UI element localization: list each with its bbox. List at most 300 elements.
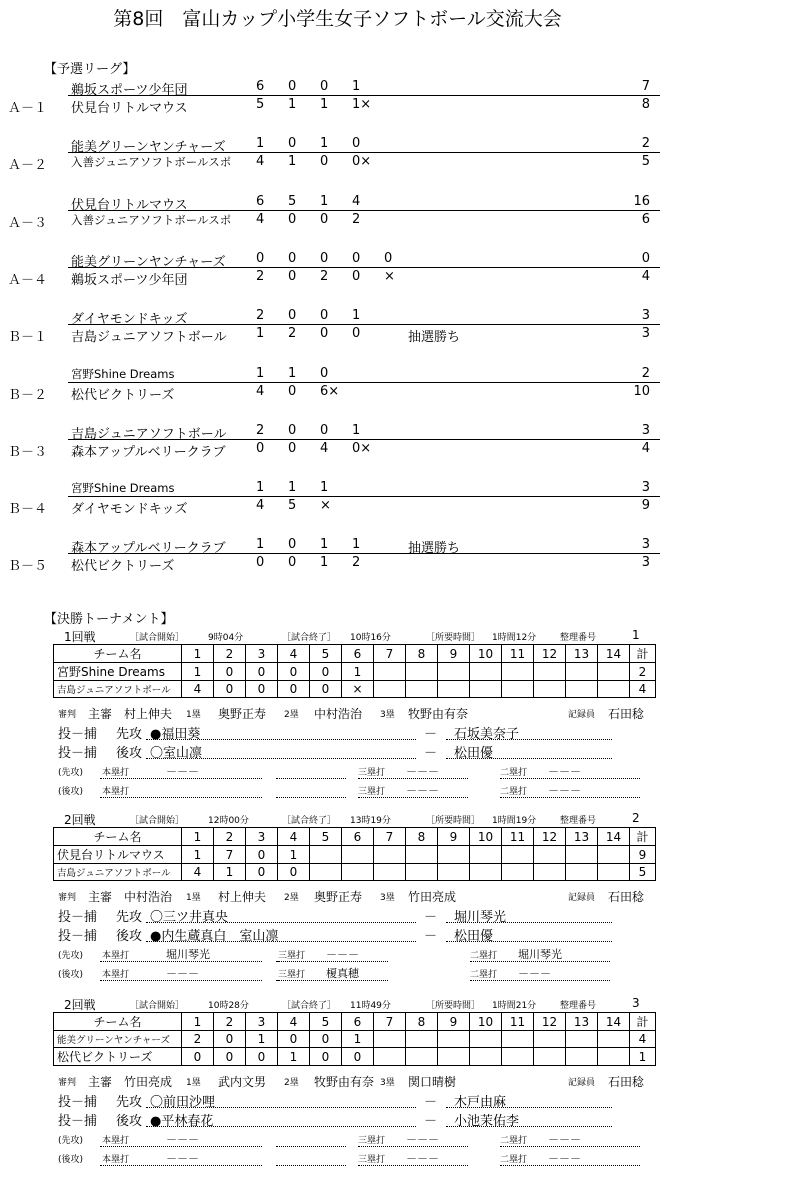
team-name: 吉島ジュニアソフトボール	[71, 426, 227, 442]
inning-header: 1	[182, 645, 214, 663]
inning-score: 0	[288, 422, 297, 438]
inning-header: 2	[214, 1013, 246, 1031]
inning-score: 1	[182, 846, 214, 864]
inning-score: 0	[310, 1048, 342, 1066]
inning-score: 1	[320, 97, 329, 112]
umpire-label: 審判	[58, 710, 77, 720]
batting-order: 先攻	[116, 1095, 143, 1110]
inning-score	[342, 864, 374, 881]
home-run-label: 本塁打	[102, 1155, 130, 1165]
inning-score: 0	[288, 79, 297, 94]
team-name: 吉島ジュニアソフトボール	[71, 330, 227, 346]
row-underline	[630, 324, 660, 325]
team-row	[54, 1048, 656, 1066]
battery-underline	[446, 922, 612, 923]
inning-header: 12	[534, 645, 566, 663]
team-total: 4	[630, 681, 656, 698]
triple: －－－	[326, 948, 359, 961]
inning-score: 0	[246, 663, 278, 681]
inning-score: 2	[182, 1031, 214, 1048]
inning-header: 7	[374, 1013, 406, 1031]
team-name: 鵜坂スポーツ少年団	[71, 83, 188, 98]
inning-header: 4	[278, 1013, 310, 1031]
double-label: 二塁打	[500, 787, 528, 797]
hits-underline	[278, 961, 388, 962]
inning-score: 0	[320, 422, 329, 438]
inning-header: 11	[502, 828, 534, 846]
battery-underline	[446, 739, 612, 740]
team-name: 能美グリーンヤンチャーズ	[71, 254, 226, 270]
hits-underline	[100, 961, 262, 962]
inning-score: 5	[288, 193, 297, 209]
inning-header: 4	[278, 645, 310, 663]
inning-score: 0	[288, 537, 297, 553]
prelim-heading: 【予選リーグ】	[44, 62, 136, 77]
base1-label: 1塁	[186, 710, 201, 720]
team-total: 9	[630, 846, 656, 864]
hits-underline	[276, 1165, 346, 1166]
team-header: チーム名	[54, 1013, 182, 1031]
inning-score: 1	[278, 846, 310, 864]
triple: －－－	[406, 784, 439, 797]
end-time: 11時49分	[350, 1001, 391, 1011]
score-table	[53, 827, 656, 881]
inning-header: 5	[310, 645, 342, 663]
end-label: ［試合終了］	[282, 1001, 337, 1011]
recorder-label: 記録員	[568, 710, 596, 720]
catcher: 松田優	[454, 746, 494, 761]
side-label: (後攻)	[58, 1155, 84, 1165]
inning-score: 0	[320, 154, 329, 170]
inning-header: 6	[342, 645, 374, 663]
inning-score: 0	[246, 846, 278, 864]
duration-value: 1時間19分	[492, 816, 537, 826]
total-header: 計	[630, 828, 656, 846]
row-underline	[68, 267, 630, 268]
inning-header: 11	[502, 645, 534, 663]
team-name: 吉島ジュニアソフトボール	[54, 864, 182, 881]
end-label: ［試合終了］	[282, 816, 337, 826]
base2-label: 2塁	[284, 1078, 299, 1088]
inning-score: ×	[384, 268, 395, 284]
inning-score	[374, 1031, 406, 1048]
duration-label: ［所要時間］	[426, 1001, 481, 1011]
pitcher: ●平林春花	[150, 1114, 214, 1129]
inning-score: ×	[342, 681, 374, 698]
inning-score: 0	[342, 1048, 374, 1066]
match-label: Ｂ－１	[8, 330, 48, 346]
inning-header: 12	[534, 1013, 566, 1031]
recorder-label: 記録員	[568, 1078, 596, 1088]
round-label: 2回戦	[64, 998, 96, 1012]
inning-score	[438, 846, 470, 864]
inning-score: 1	[288, 97, 297, 112]
inning-score	[534, 663, 566, 681]
inning-score: 0	[278, 681, 310, 698]
dash: －	[424, 1114, 438, 1129]
inning-score: 1	[320, 537, 329, 553]
inning-score	[534, 846, 566, 864]
inning-score	[502, 846, 534, 864]
base1-label: 1塁	[186, 893, 201, 903]
inning-score: 1	[182, 663, 214, 681]
inning-score	[534, 681, 566, 698]
home-run: －－－	[166, 1152, 199, 1165]
team-total: 4	[630, 1031, 656, 1048]
inning-header: 2	[214, 828, 246, 846]
inning-header: 13	[566, 1013, 598, 1031]
inning-score: 1	[320, 136, 329, 152]
battery-label: 投－捕	[58, 929, 98, 944]
inning-header: 4	[278, 828, 310, 846]
row-underline	[630, 553, 660, 554]
inning-score	[566, 1048, 598, 1066]
inning-score: 0	[256, 250, 265, 266]
battery-underline	[146, 758, 416, 759]
inning-score: 1	[342, 1031, 374, 1048]
inning-score: 0	[288, 383, 297, 399]
inning-score: 4	[256, 211, 265, 227]
inning-header: 2	[214, 645, 246, 663]
team-name: 伏見台リトルマウス	[71, 197, 188, 213]
inning-score	[374, 864, 406, 881]
side-label: (先攻)	[58, 768, 84, 778]
inning-header: 8	[406, 1013, 438, 1031]
inning-score: 0	[288, 440, 297, 456]
base3-label: 3塁	[380, 893, 395, 903]
inning-header: 10	[470, 645, 502, 663]
inning-score: 0	[256, 555, 265, 571]
inning-score: 1	[352, 308, 361, 324]
inning-header: 3	[246, 828, 278, 846]
inning-score: 0	[214, 1048, 246, 1066]
end-time: 10時16分	[350, 633, 391, 643]
team-row	[54, 681, 656, 698]
chief-umpire: 竹田亮成	[124, 1075, 173, 1089]
row-underline	[630, 439, 660, 440]
round-label: 1回戦	[64, 630, 96, 644]
batting-order: 先攻	[116, 910, 143, 925]
inning-score: 0	[278, 1031, 310, 1048]
inning-header: 8	[406, 828, 438, 846]
inning-score: 6	[256, 79, 265, 94]
hits-underline	[500, 1146, 640, 1147]
row-underline	[68, 95, 630, 96]
battery-label: 投－捕	[58, 746, 98, 761]
battery-underline	[146, 1107, 416, 1108]
battery-underline	[446, 1126, 612, 1127]
inning-header: 1	[182, 1013, 214, 1031]
inning-score: 1	[256, 365, 265, 381]
end-label: ［試合終了］	[282, 633, 337, 643]
inning-score: 0×	[352, 440, 372, 456]
inning-score: 2	[352, 211, 361, 227]
inning-score	[502, 1031, 534, 1048]
team-header: チーム名	[54, 645, 182, 663]
inning-score: 4	[256, 383, 265, 399]
base1-label: 1塁	[186, 1078, 201, 1088]
triple-label: 三塁打	[278, 970, 306, 980]
catcher: 木戸由麻	[454, 1095, 507, 1110]
inning-score: 0×	[352, 154, 372, 170]
hits-underline	[358, 1146, 468, 1147]
hits-underline	[276, 1146, 346, 1147]
team-name: 宮野Shine Dreams	[54, 663, 182, 681]
recorder: 石田稔	[608, 1075, 645, 1089]
match-label: Ａ－１	[8, 101, 48, 116]
inning-score	[534, 1031, 566, 1048]
home-run: －－－	[166, 765, 199, 778]
umpire-label: 審判	[58, 1078, 77, 1088]
inning-score: 0	[320, 250, 329, 266]
team-total: 5	[641, 154, 650, 170]
base3-label: 3塁	[380, 710, 395, 720]
inning-score	[374, 663, 406, 681]
team-name: 伏見台リトルマウス	[54, 846, 182, 864]
side-label: (先攻)	[58, 1136, 84, 1146]
hits-underline	[358, 778, 468, 779]
inning-score: 1	[256, 326, 265, 342]
umpire-label: 審判	[58, 893, 77, 903]
inning-header: 11	[502, 1013, 534, 1031]
team-total: 2	[641, 136, 650, 152]
team-name: 能美グリーンヤンチャーズ	[54, 1031, 182, 1048]
inning-score	[534, 1048, 566, 1066]
inning-score: 0	[246, 681, 278, 698]
game-no-label: 整理番号	[560, 1001, 597, 1011]
base2-label: 2塁	[284, 710, 299, 720]
inning-header: 14	[598, 828, 630, 846]
inning-score	[310, 864, 342, 881]
inning-score: 2	[320, 268, 329, 284]
inning-score: 4	[182, 864, 214, 881]
home-run-label: 本塁打	[102, 1136, 130, 1146]
catcher: 小池茉佑李	[454, 1114, 520, 1129]
total-header: 計	[630, 645, 656, 663]
match-label: Ａ－３	[8, 215, 48, 231]
team-name: 宮野Shine Dreams	[71, 481, 175, 496]
inning-score	[502, 1048, 534, 1066]
round-label: 2回戦	[64, 813, 96, 827]
triple-label: 三塁打	[358, 768, 386, 778]
inning-score: 1	[278, 1048, 310, 1066]
inning-score: 1	[320, 193, 329, 209]
inning-score: 0	[214, 681, 246, 698]
hits-underline	[500, 797, 640, 798]
inning-score: 0	[278, 864, 310, 881]
row-underline	[630, 152, 660, 153]
duration-value: 1時間12分	[492, 633, 537, 643]
battery-underline	[146, 1126, 416, 1127]
inning-score: 4	[182, 681, 214, 698]
inning-score: 0	[288, 250, 297, 266]
inning-score: 1	[288, 365, 297, 381]
inning-score	[374, 846, 406, 864]
inning-header: 9	[438, 645, 470, 663]
inning-score: 0	[288, 555, 297, 571]
inning-score	[470, 846, 502, 864]
inning-header: 1	[182, 828, 214, 846]
inning-score: 0	[288, 308, 297, 324]
hits-underline	[470, 980, 610, 981]
inning-score: 7	[214, 846, 246, 864]
chief-label: 主審	[88, 1075, 113, 1089]
team-name: 入善ジュニアソフトボールスポ	[71, 155, 232, 170]
triple-label: 三塁打	[358, 1155, 386, 1165]
inning-score: 0	[352, 250, 361, 266]
team-name: ダイヤモンドキッズ	[71, 502, 188, 518]
team-name: 吉島ジュニアソフトボール	[54, 681, 182, 698]
double-label: 二塁打	[470, 951, 498, 961]
team-total: 8	[641, 97, 650, 112]
inning-header: 9	[438, 1013, 470, 1031]
inning-header: 5	[310, 828, 342, 846]
double: －－－	[548, 1133, 581, 1146]
inning-score: 1	[320, 480, 329, 496]
battery-label: 投－捕	[58, 1114, 98, 1129]
start-time: 10時28分	[208, 1001, 249, 1011]
inning-score: 0	[214, 1031, 246, 1048]
inning-score: 0	[278, 663, 310, 681]
inning-score	[598, 681, 630, 698]
score-table	[53, 644, 656, 698]
inning-score	[470, 1048, 502, 1066]
row-underline	[68, 152, 630, 153]
inning-score: 4	[320, 440, 329, 456]
team-total: 3	[641, 537, 650, 553]
inning-header: 7	[374, 828, 406, 846]
inning-header: 7	[374, 645, 406, 663]
catcher: 石坂美奈子	[454, 727, 520, 742]
chief-umpire: 村上伸夫	[124, 707, 173, 721]
inning-score: 5	[288, 498, 297, 514]
inning-score: 1	[352, 422, 361, 438]
match-label: Ｂ－５	[8, 559, 48, 575]
team-name: 松代ビクトリーズ	[71, 387, 175, 403]
dash: －	[424, 910, 438, 925]
base2-umpire: 奥野正寿	[314, 890, 363, 904]
team-total: 6	[641, 211, 650, 227]
chief-label: 主審	[88, 890, 113, 904]
inning-score: 0	[182, 1048, 214, 1066]
base2-umpire: 中村浩治	[314, 707, 363, 721]
inning-score	[566, 846, 598, 864]
inning-header: 12	[534, 828, 566, 846]
home-run: －－－	[166, 967, 199, 980]
batting-order: 後攻	[116, 1114, 143, 1129]
inning-score	[406, 846, 438, 864]
team-name: 森本アップルベリークラブ	[71, 541, 226, 557]
match-label: Ｂ－２	[8, 387, 48, 403]
inning-score: 1×	[352, 97, 372, 112]
double-label: 二塁打	[500, 1155, 528, 1165]
base2-umpire: 牧野由有奈	[314, 1075, 375, 1089]
inning-score	[406, 1048, 438, 1066]
duration-value: 1時間21分	[492, 1001, 537, 1011]
team-name: 森本アップルベリークラブ	[71, 444, 226, 460]
dash: －	[424, 746, 438, 761]
inning-score	[438, 864, 470, 881]
inning-score: 1	[342, 663, 374, 681]
double: －－－	[548, 1152, 581, 1165]
game-no-label: 整理番号	[560, 816, 597, 826]
inning-score	[310, 846, 342, 864]
inning-score: 1	[256, 480, 265, 496]
duration-label: ［所要時間］	[426, 633, 481, 643]
inning-score	[438, 1031, 470, 1048]
inning-score: 0	[320, 326, 329, 342]
battery-underline	[446, 758, 612, 759]
inning-header: 14	[598, 1013, 630, 1031]
row-underline	[630, 382, 660, 383]
home-run: 堀川琴光	[166, 948, 210, 961]
row-underline	[630, 210, 660, 211]
hits-underline	[100, 980, 262, 981]
match-label: Ｂ－３	[8, 444, 48, 460]
result-note: 抽選勝ち	[408, 330, 461, 346]
row-underline	[68, 496, 630, 497]
row-underline	[68, 553, 630, 554]
inning-score	[470, 1031, 502, 1048]
battery-underline	[146, 739, 416, 740]
inning-score: 6×	[320, 383, 340, 399]
inning-score: 4	[256, 154, 265, 170]
triple-label: 三塁打	[358, 787, 386, 797]
inning-score: 0	[288, 211, 297, 227]
inning-score	[502, 864, 534, 881]
inning-score: 0	[320, 211, 329, 227]
team-name: 鵜坂スポーツ少年団	[71, 272, 188, 288]
inning-header: 9	[438, 828, 470, 846]
base2-label: 2塁	[284, 893, 299, 903]
inning-score: 0	[352, 268, 361, 284]
recorder-label: 記録員	[568, 893, 596, 903]
inning-header: 3	[246, 645, 278, 663]
inning-score	[374, 1048, 406, 1066]
inning-score: 0	[352, 326, 361, 342]
inning-score: 0	[384, 250, 393, 266]
inning-score	[438, 681, 470, 698]
inning-score	[406, 864, 438, 881]
duration-label: ［所要時間］	[426, 816, 481, 826]
team-total: 2	[641, 365, 650, 381]
page-title: 第8回 富山カップ小学生女子ソフトボール交流大会	[113, 8, 562, 30]
triple-label: 三塁打	[358, 1136, 386, 1146]
inning-score	[374, 681, 406, 698]
inning-score: 0	[288, 268, 297, 284]
inning-header: 10	[470, 1013, 502, 1031]
hits-underline	[358, 797, 468, 798]
team-total: 4	[641, 268, 650, 284]
team-name: 松代ビクトリーズ	[71, 559, 175, 575]
team-total: 3	[641, 555, 650, 571]
inning-score: 2	[256, 308, 265, 324]
inning-score: 1	[246, 1031, 278, 1048]
inning-score: 2	[256, 422, 265, 438]
team-total: 2	[630, 663, 656, 681]
chief-umpire: 中村浩治	[124, 890, 173, 904]
row-underline	[68, 382, 630, 383]
inning-score: 4	[352, 193, 361, 209]
inning-score: 2	[256, 268, 265, 284]
inning-score	[342, 846, 374, 864]
team-row	[54, 846, 656, 864]
catcher: 松田優	[454, 929, 494, 944]
match-label: Ａ－２	[8, 158, 48, 174]
team-name: 松代ビクトリーズ	[54, 1048, 182, 1066]
team-total: 5	[630, 864, 656, 881]
inning-score: 2	[352, 555, 361, 571]
